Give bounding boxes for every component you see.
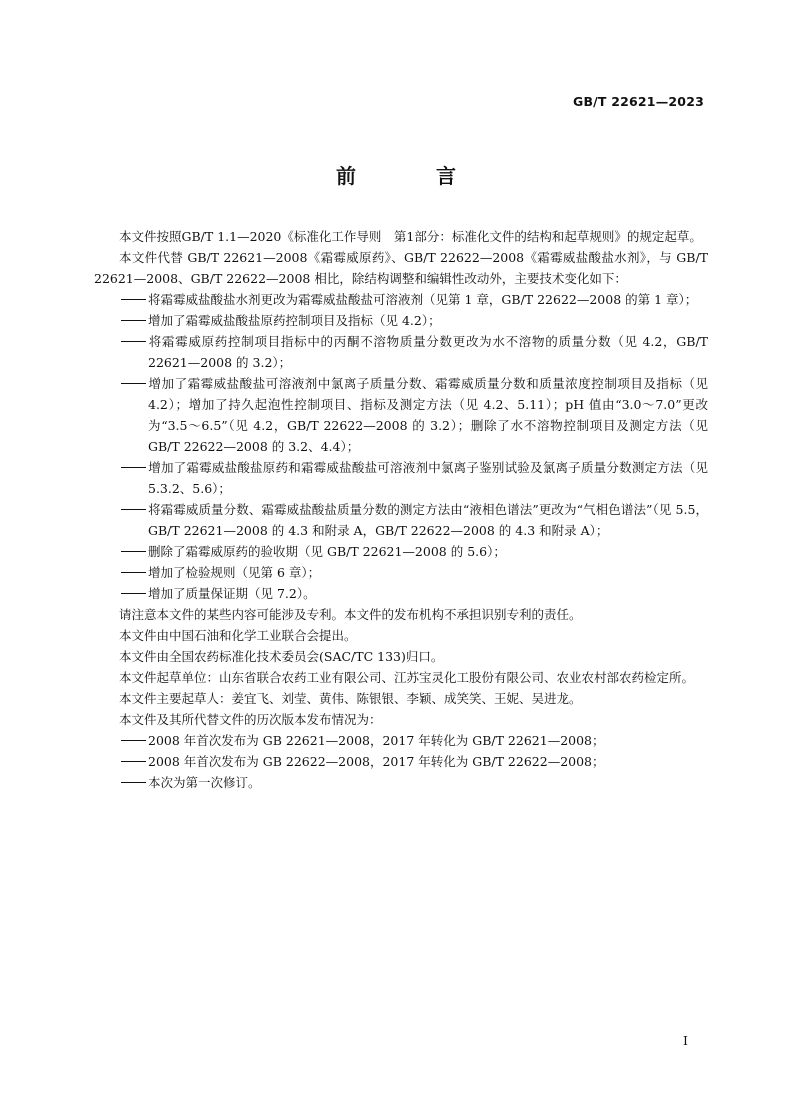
change-item bbox=[94, 289, 708, 310]
dash-icon bbox=[120, 567, 148, 577]
dash-icon bbox=[120, 315, 148, 325]
change-item bbox=[94, 373, 708, 457]
paragraph-proposer: 本文件由中国石油和化学工业联合会提出。 bbox=[119, 628, 357, 643]
change-text: 将霜霉威盐酸盐水剂更改为霜霉威盐酸盐可溶液剂（见第 1 章，GB/T 22622—2008 的第 1 章）； bbox=[148, 292, 698, 307]
paragraph-history-intro: 本文件及其所代替文件的历次版本发布情况为： bbox=[119, 712, 382, 727]
paragraph-committee: 本文件由全国农药标准化技术委员会(SAC/TC 133)归口。 bbox=[119, 649, 444, 664]
history-text: 2008 年首次发布为 GB 22622—2008，2017 年转化为 GB/T 22622—2008； bbox=[148, 754, 605, 769]
history-text: 2008 年首次发布为 GB 22621—2008，2017 年转化为 GB/T 22621—2008； bbox=[148, 733, 605, 748]
dash-icon bbox=[120, 378, 148, 388]
change-text: 增加了检验规则（见第 6 章）； bbox=[148, 565, 321, 580]
change-item bbox=[94, 562, 708, 583]
change-item bbox=[94, 541, 708, 562]
page-number: I bbox=[683, 1033, 688, 1048]
page-title: 前 言 bbox=[336, 164, 486, 188]
change-item bbox=[94, 583, 708, 604]
paragraph-drafters: 本文件主要起草人：姜宜飞、刘莹、黄伟、陈银银、李颖、成笑笑、王妮、吴进龙。 bbox=[119, 691, 582, 706]
dash-icon bbox=[120, 336, 148, 346]
history-item bbox=[94, 730, 708, 751]
history-item bbox=[94, 772, 708, 793]
dash-icon bbox=[120, 504, 148, 514]
dash-icon bbox=[120, 294, 148, 304]
change-item bbox=[94, 499, 708, 541]
history-text: 本次为第一次修订。 bbox=[148, 775, 261, 790]
change-text: 将霜霉威原药控制项目指标中的丙酮不溶物质量分数更改为水不溶物的质量分数（见 4.2，GB/T 22621—2008 的 3.2）； bbox=[148, 334, 708, 370]
change-text: 增加了霜霉威盐酸盐可溶液剂中氯离子质量分数、霜霉威质量分数和质量浓度控制项目及指标（见 4.2）；增加了持久起泡性控制项目、指标及测定方法（见 4.2、5.11）；pH 值由“3.0～7.0”更改为“3.5～6.5”（见 4.2，GB/T 22622—2008 的 3.2）；删除了水不溶物控制项目及测定方法（见 GB/T 22622—2008 的 3.2、4.4）； bbox=[148, 376, 708, 454]
dash-icon bbox=[120, 756, 148, 766]
dash-icon bbox=[120, 546, 148, 556]
change-item bbox=[94, 457, 708, 499]
paragraph-drafting-units: 本文件起草单位：山东省联合农药工业有限公司、江苏宝灵化工股份有限公司、农业农村部农药检定所。 bbox=[119, 670, 695, 685]
change-text: 增加了霜霉威盐酸盐原药控制项目及指标（见 4.2）； bbox=[148, 313, 441, 328]
change-text: 删除了霜霉威原药的验收期（见 GB/T 22621—2008 的 5.6）； bbox=[148, 544, 506, 559]
dash-icon bbox=[120, 777, 148, 787]
dash-icon bbox=[120, 735, 148, 745]
change-text: 增加了质量保证期（见 7.2）。 bbox=[148, 586, 316, 601]
change-item bbox=[94, 310, 708, 331]
paragraph-drafting-rules: 本文件按照GB/T 1.1—2020《标准化工作导则 第1部分：标准化文件的结构和起草规则》的规定起草。 bbox=[119, 229, 702, 244]
paragraph-replacement: 本文件代替 GB/T 22621—2008《霜霉威原药》、GB/T 22622—2008《霜霉威盐酸盐水剂》，与 GB/T 22621—2008、GB/T 22622—2008 相比，除结构调整和编辑性改动外，主要技术变化如下： bbox=[94, 250, 708, 286]
paragraph-patent-notice: 请注意本文件的某些内容可能涉及专利。本文件的发布机构不承担识别专利的责任。 bbox=[119, 607, 582, 622]
dash-icon bbox=[120, 462, 148, 472]
change-text: 将霜霉威质量分数、霜霉威盐酸盐质量分数的测定方法由“液相色谱法”更改为“气相色谱法”（见 5.5，GB/T 22621—2008 的 4.3 和附录 A，GB/T 22622—2008 的 4.3 和附录 A）； bbox=[148, 502, 708, 538]
history-item bbox=[94, 751, 708, 772]
dash-icon bbox=[120, 588, 148, 598]
change-text: 增加了霜霉威盐酸盐原药和霜霉威盐酸盐可溶液剂中氯离子鉴别试验及氯离子质量分数测定方法（见 5.3.2、5.6）； bbox=[148, 460, 708, 496]
change-item bbox=[94, 331, 708, 373]
standard-number: GB/T 22621—2023 bbox=[572, 94, 704, 109]
document-body bbox=[94, 226, 708, 793]
